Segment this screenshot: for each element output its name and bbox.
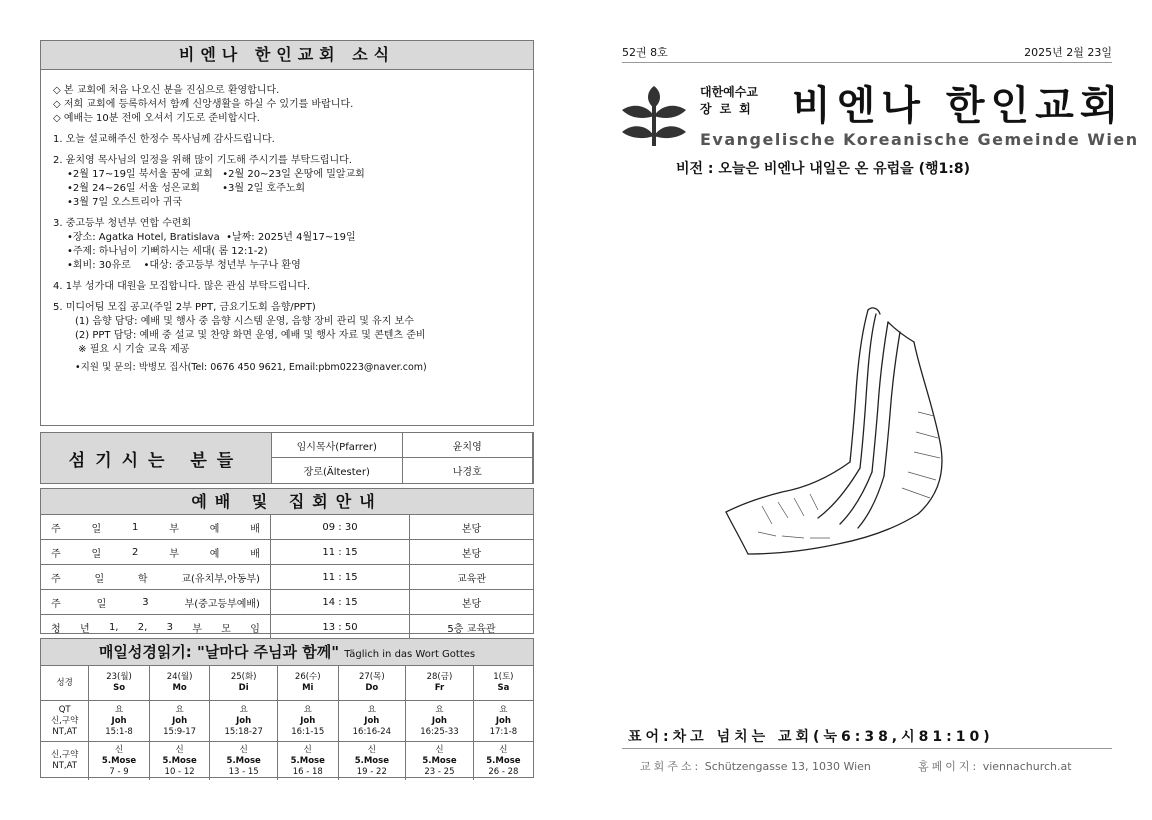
worship-name-part: 1, xyxy=(108,621,119,633)
bible-cell-text: 신,구약 xyxy=(50,750,79,760)
church-vision: 비전 : 오늘은 비엔나 내일은 온 유럽을 (행1:8) xyxy=(676,161,970,177)
bible-cell xyxy=(473,701,533,742)
bible-cell-text: 26(수) xyxy=(294,672,321,682)
worship-name-part: 부 xyxy=(192,623,202,635)
welcome-line: ◇ 예배는 10분 전에 오셔서 기도로 준비합시다. xyxy=(53,113,260,124)
bible-title-quote: "날마다 주님과 함께" xyxy=(197,643,340,661)
church-motto: 표어:차고 넘치는 교회(눅6:38,시81:10) xyxy=(628,729,994,745)
church-name: 비엔나 한인교회 xyxy=(792,83,1125,129)
worship-name-part: 학 xyxy=(137,573,148,585)
bible-cell xyxy=(89,701,150,742)
bible-cell-text: 신,구약 xyxy=(50,715,79,726)
bible-cell xyxy=(41,666,89,701)
bible-cell-text: 요 xyxy=(367,704,376,715)
bible-cell-text: 19 - 22 xyxy=(356,766,387,777)
bible-cell-text: 15:1-8 xyxy=(105,726,133,737)
worship-name-part: 예 xyxy=(209,548,220,560)
news-item-3: 3. 중고등부 청년부 연합 수련회 xyxy=(53,218,192,229)
bible-cell xyxy=(277,701,338,742)
worship-name-part: 배 xyxy=(250,523,260,535)
bible-cell-text: Joh xyxy=(431,715,447,726)
bible-cell xyxy=(149,742,210,781)
bible-cell-text: 15:18-27 xyxy=(224,726,263,737)
news-item-4: 4. 1부 성가대 대원을 모집합니다. 많은 관심 부탁드립니다. xyxy=(53,281,311,292)
denomination xyxy=(700,84,784,118)
bible-cell xyxy=(277,666,338,701)
footer-divider xyxy=(622,748,1112,749)
worship-place: 교육관 xyxy=(457,573,486,585)
servers-box xyxy=(40,432,534,484)
worship-name-part: 일 xyxy=(96,598,107,610)
bible-cell xyxy=(89,666,150,701)
bible-cell-text: 10 - 12 xyxy=(164,766,195,777)
news-item-5-line: ※ 필요 시 기술 교육 제공 xyxy=(75,344,190,355)
bible-cell-text: 24(월) xyxy=(166,672,193,682)
bible-cell-text: 5.Mose xyxy=(290,755,325,766)
address-value: Schützengasse 13, 1030 Wien xyxy=(704,760,871,773)
worship-time: 09 : 30 xyxy=(271,515,410,539)
worship-name xyxy=(41,565,271,589)
bible-cell xyxy=(41,701,89,742)
header-divider xyxy=(622,62,1112,63)
news-item-2: 2. 윤치영 목사님의 일정을 위해 많이 기도해 주시기를 부탁드립니다. xyxy=(53,155,352,166)
bible-cell-text: 요 xyxy=(175,704,184,715)
welcome-line: ◇ 저희 교회에 등록하셔서 함께 신앙생활을 하실 수 있기를 바랍니다. xyxy=(53,99,354,110)
bible-cell-text: 성경 xyxy=(56,677,73,688)
worship-name-part: 임 xyxy=(250,623,260,635)
bible-cell-text: Di xyxy=(238,683,249,693)
denomination-line: 대한예수교 xyxy=(700,85,758,99)
worship-name-part: 주 xyxy=(51,573,61,585)
worship-time: 11 : 15 xyxy=(271,565,410,589)
bible-cell-text: 요 xyxy=(114,704,124,715)
address-label: 교회주소: xyxy=(640,760,702,773)
bible-cell xyxy=(338,666,406,701)
worship-name-part: 2, xyxy=(137,621,148,633)
worship-title: 예배 및 집회안내 xyxy=(41,489,533,515)
bible-title xyxy=(41,639,533,666)
worship-name xyxy=(41,590,271,614)
bible-header-row xyxy=(41,666,533,701)
bible-cell xyxy=(210,701,278,742)
worship-name-part: 2 xyxy=(132,546,139,558)
bible-cell-text: 신 xyxy=(435,744,444,755)
worship-place: 5층 교육관 xyxy=(447,623,496,635)
website-label: 홈페이지: xyxy=(918,760,980,773)
bible-cell-text: 신 xyxy=(303,744,312,755)
worship-name xyxy=(41,515,271,539)
bible-cell-text: 5.Mose xyxy=(226,755,261,766)
worship-row xyxy=(41,565,533,590)
church-news-box xyxy=(40,40,534,426)
bible-cell xyxy=(149,666,210,701)
bible-cell-text: Sa xyxy=(497,683,510,693)
denomination-line: 장로회 xyxy=(700,102,759,116)
bible-cell-text: Joh xyxy=(172,715,188,726)
bible-cell-text: 25(화) xyxy=(230,672,257,682)
worship-place: 본당 xyxy=(461,598,482,610)
worship-name-part: 모 xyxy=(221,623,231,635)
bible-cell-text: 23(월) xyxy=(106,672,132,682)
bible-cell-text: 7 - 9 xyxy=(109,766,129,777)
bible-cell-text: 신 xyxy=(175,744,184,755)
bible-cell-text: Mi xyxy=(302,683,314,693)
news-item-3-line: •장소: Agatka Hotel, Bratislava •날짜: 2025년 4월17~19일 xyxy=(67,232,356,243)
worship-time: 13 : 50 xyxy=(271,615,410,639)
bible-cell xyxy=(210,742,278,781)
bible-cell-text: Joh xyxy=(111,715,127,726)
issue-number: 52권 8호 xyxy=(622,46,668,59)
bible-cell xyxy=(473,742,533,781)
welcome-line: ◇ 본 교회에 처음 나오신 분을 진심으로 환영합니다. xyxy=(53,85,280,96)
bible-title-german: Täglich in das Wort Gottes xyxy=(344,649,476,660)
bible-cell-text: 15:9-17 xyxy=(163,726,197,737)
news-item-3-line: •회비: 30유로 •대상: 중고등부 청년부 누구나 환영 xyxy=(67,260,301,271)
worship-row xyxy=(41,540,533,565)
worship-place: 본당 xyxy=(461,523,482,535)
news-item-5-line: (2) PPT 담당: 예배 중 설교 및 찬양 화면 운영, 예배 및 행사 자료 및 콘텐츠 준비 xyxy=(75,330,426,341)
bible-cell-text: 13 - 15 xyxy=(228,766,259,777)
bible-cell-text: Fr xyxy=(434,683,445,693)
bible-cell xyxy=(338,742,406,781)
worship-name xyxy=(41,540,271,564)
news-item-2-line: •2월 24~26일 서울 성은교회 •3월 2일 호주노회 xyxy=(67,183,306,194)
bible-cell xyxy=(406,701,474,742)
bible-cell-text: 5.Mose xyxy=(162,755,197,766)
bible-cell-text: So xyxy=(113,683,126,693)
bible-cell-text: 16:16-24 xyxy=(352,726,392,737)
bible-cell-text: 신 xyxy=(239,744,248,755)
bible-cell-text: Mo xyxy=(172,683,187,693)
news-item-5-line: (1) 음향 담당: 예배 및 행사 중 음향 시스템 운영, 음향 장비 관리 및 유지 보수 xyxy=(75,316,414,327)
worship-time: 14 : 15 xyxy=(271,590,410,614)
bible-cell-text: 26 - 28 xyxy=(488,766,519,777)
server-role: 임시목사(Pfarrer) xyxy=(272,433,403,458)
bible-cell-text: 28(금) xyxy=(426,672,453,682)
bible-cell-text: 23 - 25 xyxy=(424,766,455,777)
bible-cell-text: 16 - 18 xyxy=(292,766,323,777)
bible-cell xyxy=(338,701,406,742)
worship-name-part: 주 xyxy=(51,598,61,610)
news-item-2-line: •2월 17~19일 북서울 꿈에 교회 •2월 20~23일 온땅에 밀알교회 xyxy=(67,169,365,180)
bible-cell xyxy=(277,742,338,781)
server-name: 윤치영 xyxy=(403,433,534,458)
bible-cell-text: 5.Mose xyxy=(354,755,389,766)
bible-cell xyxy=(406,742,474,781)
bible-cell-text: Joh xyxy=(236,715,252,726)
worship-name-part: 일 xyxy=(91,523,102,535)
bible-cell-text: 요 xyxy=(435,704,444,715)
bible-cell-text: QT xyxy=(58,704,71,715)
bible-cell-text: Joh xyxy=(300,715,316,726)
worship-name xyxy=(41,615,271,639)
worship-name-part: 3 xyxy=(142,596,149,608)
worship-schedule xyxy=(40,488,534,634)
worship-name-part: 청 xyxy=(51,623,61,635)
bible-cell-text: 5.Mose xyxy=(486,755,521,766)
bible-cell-text: 신 xyxy=(114,744,124,755)
worship-name-part: 부(중고등부예배) xyxy=(184,598,260,610)
news-item-5: 5. 미디어팀 모집 공고(주일 2부 PPT, 금요기도회 음향/PPT) xyxy=(53,302,316,313)
bible-cell-text: 1(토) xyxy=(493,672,514,682)
bible-cell-text: NT,AT xyxy=(52,761,77,771)
bible-cell-text: 16:25-33 xyxy=(420,726,459,737)
worship-name-part: 일 xyxy=(94,573,105,585)
daily-bible-reading xyxy=(40,638,534,778)
worship-time: 11 : 15 xyxy=(271,540,410,564)
bible-table xyxy=(41,666,533,780)
praying-hands-icon xyxy=(718,292,998,592)
church-logo-icon xyxy=(618,80,690,150)
bible-cell xyxy=(41,742,89,781)
worship-name-part: 일 xyxy=(91,548,102,560)
worship-name-part: 3 xyxy=(166,621,173,633)
bible-cell-text: Joh xyxy=(364,715,380,726)
church-website xyxy=(918,758,1072,774)
website-value[interactable]: viennachurch.at xyxy=(982,760,1072,773)
worship-name-part: 교(유치부,아동부) xyxy=(181,573,260,585)
news-item-5-contact: •지원 및 문의: 박병모 집사(Tel: 0676 450 9621, Email:pbm0223@naver.com) xyxy=(75,362,427,373)
worship-name-part: 배 xyxy=(250,548,260,560)
bible-cell-text: 신 xyxy=(367,744,376,755)
worship-place: 본당 xyxy=(461,548,482,560)
bible-cell-text: 5.Mose xyxy=(101,755,137,766)
worship-name-part: 부 xyxy=(169,548,179,560)
news-item-2-line: •3월 7일 오스트리아 귀국 xyxy=(67,197,183,208)
bible-cell-text: 요 xyxy=(499,704,508,715)
bible-cell-text: NT,AT xyxy=(52,726,77,737)
bible-cell-text: 27(목) xyxy=(358,672,385,682)
news-item-3-line: •주제: 하나님이 기뻐하시는 세대( 롬 12:1-2) xyxy=(67,246,268,257)
worship-name-part: 부 xyxy=(169,523,179,535)
worship-row xyxy=(41,515,533,540)
bible-cell-text: Do xyxy=(365,683,379,693)
server-name: 나경호 xyxy=(403,458,534,483)
church-address xyxy=(640,758,871,774)
church-name-german: Evangelische Koreanische Gemeinde Wien xyxy=(700,130,1139,149)
bible-cell xyxy=(406,666,474,701)
worship-name-part: 주 xyxy=(51,548,61,560)
worship-row xyxy=(41,590,533,615)
bible-cell-text: 요 xyxy=(303,704,312,715)
bible-cell-text: 신 xyxy=(499,744,508,755)
bible-cell xyxy=(149,701,210,742)
bible-title-label: 매일성경읽기: xyxy=(98,643,192,661)
news-item-1: 1. 오늘 설교해주신 한정수 목사님께 감사드립니다. xyxy=(53,134,275,145)
bible-cell-text: Joh xyxy=(495,715,511,726)
bible-cell xyxy=(89,742,150,781)
bible-cell-text: 16:1-15 xyxy=(291,726,325,737)
news-title: 비엔나 한인교회 소식 xyxy=(41,41,533,70)
worship-name-part: 예 xyxy=(209,523,220,535)
bible-cell xyxy=(473,666,533,701)
bible-cell xyxy=(210,666,278,701)
worship-row xyxy=(41,615,533,639)
worship-name-part: 주 xyxy=(51,523,61,535)
bulletin-date: 2025년 2월 23일 xyxy=(1024,46,1112,59)
worship-name-part: 1 xyxy=(132,521,139,533)
server-role: 장로(Ältester) xyxy=(272,458,403,483)
bible-ot-row xyxy=(41,742,533,781)
bible-cell-text: 17:1-8 xyxy=(489,726,518,737)
servers-title: 섬기시는 분들 xyxy=(41,433,272,483)
bible-cell-text: 5.Mose xyxy=(422,755,457,766)
bible-cell-text: 요 xyxy=(239,704,248,715)
bible-qt-row xyxy=(41,701,533,742)
worship-name-part: 년 xyxy=(79,623,90,635)
